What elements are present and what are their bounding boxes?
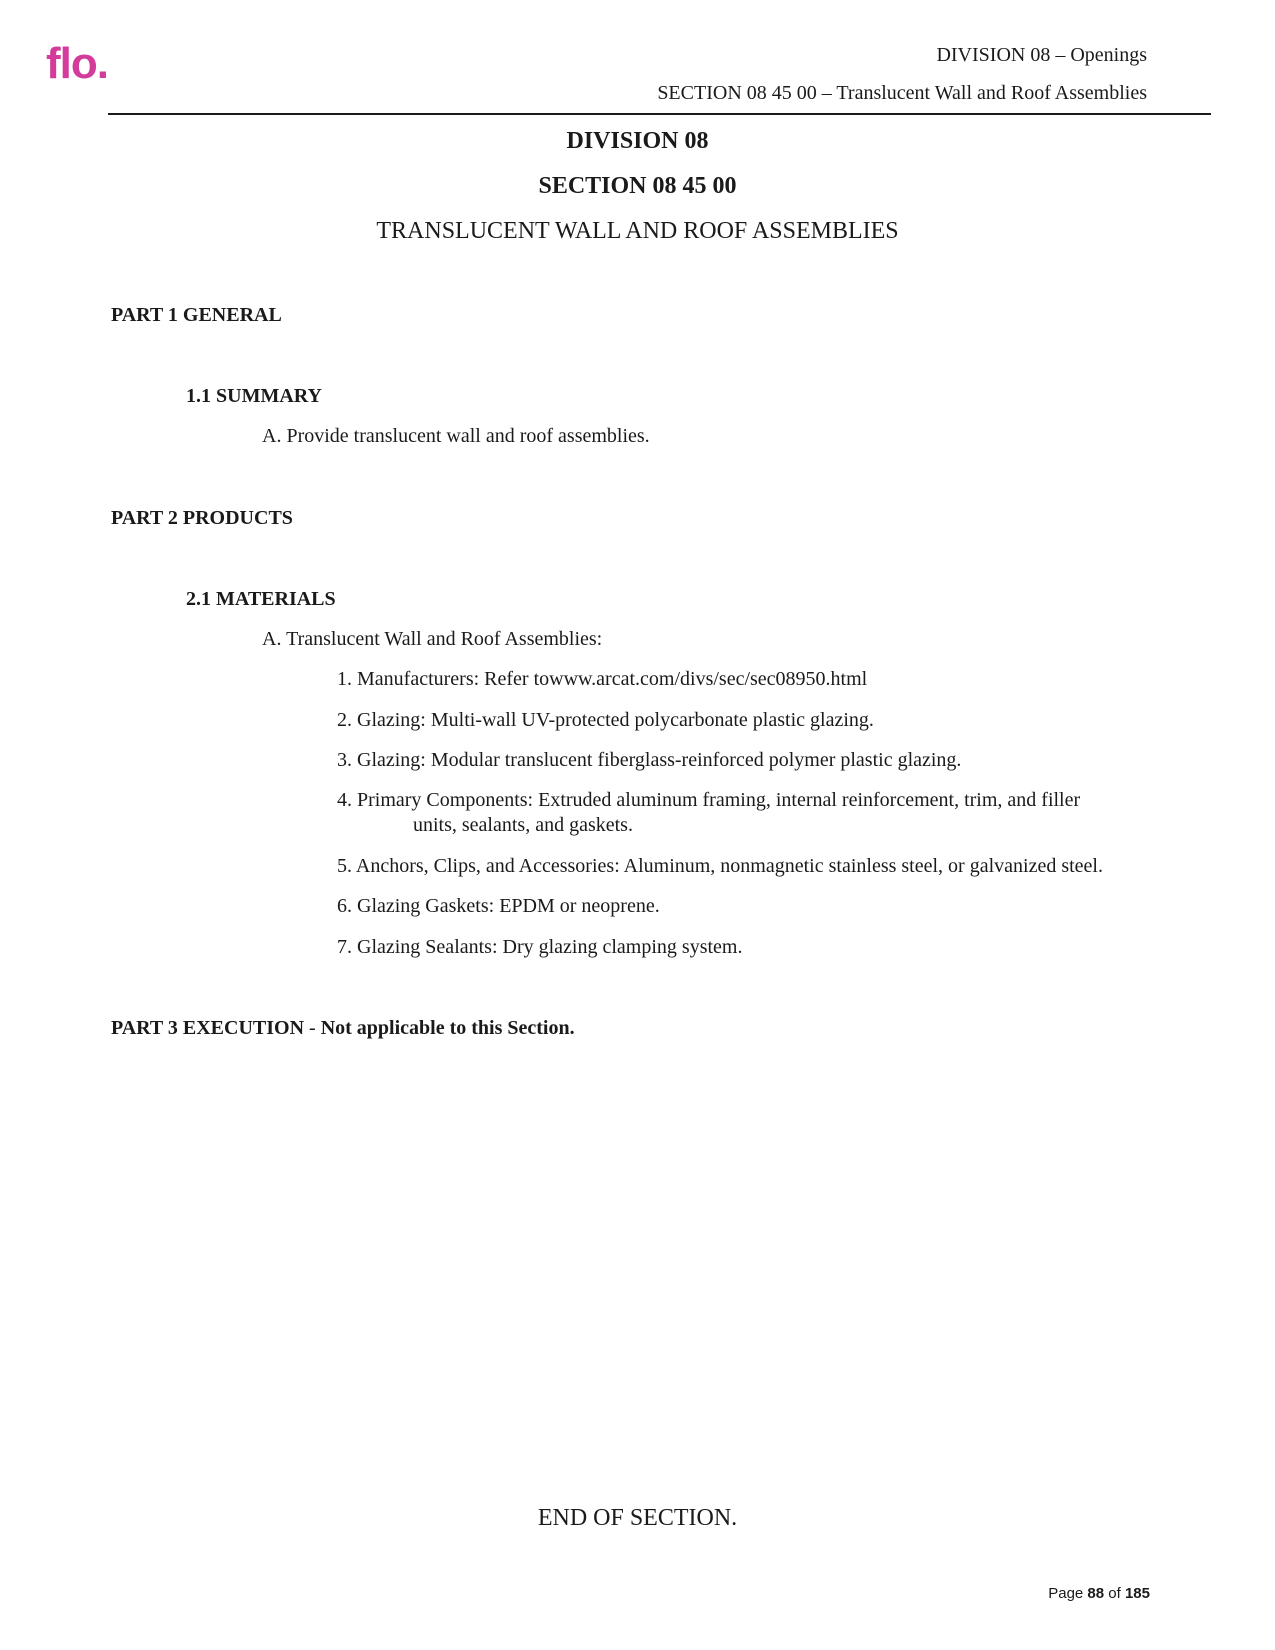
part3-line	[111, 1017, 575, 1040]
title-division: DIVISION 08	[566, 128, 709, 154]
header-division: DIVISION 08 – Openings	[936, 44, 1147, 66]
flo-logo	[46, 40, 146, 86]
title-name: TRANSLUCENT WALL AND ROOF ASSEMBLIES	[376, 218, 899, 244]
list-item: 4. Primary Components: Extruded aluminum framing, internal reinforcement, trim, and filler	[337, 789, 1081, 811]
part2-para-a: A. Translucent Wall and Roof Assemblies:	[262, 628, 603, 650]
part1-para-a: A. Provide translucent wall and roof assemblies.	[262, 425, 650, 447]
header-section: SECTION 08 45 00 – Translucent Wall and Roof Assemblies	[657, 82, 1147, 104]
header-rule	[108, 113, 1211, 115]
part2-subheading: 2.1 MATERIALS	[186, 588, 336, 610]
end-of-section: END OF SECTION.	[537, 1505, 738, 1531]
title-section: SECTION 08 45 00	[538, 173, 737, 199]
list-item: 6. Glazing Gaskets: EPDM or neoprene.	[337, 895, 660, 917]
part3-heading: PART 3 EXECUTION	[111, 1017, 305, 1039]
page-middle: of	[1104, 1585, 1125, 1602]
page-prefix: Page	[1048, 1585, 1088, 1602]
list-item: 7. Glazing Sealants: Dry glazing clamping system.	[337, 936, 743, 958]
list-item: 2. Glazing: Multi-wall UV-protected polycarbonate plastic glazing.	[337, 709, 874, 731]
part1-heading: PART 1 GENERAL	[111, 304, 282, 326]
page-total: 185	[1124, 1585, 1150, 1602]
list-item: 1. Manufacturers: Refer towww.arcat.com/divs/sec/sec08950.html	[337, 668, 868, 690]
page-current: 88	[1087, 1585, 1105, 1602]
list-item: 3. Glazing: Modular translucent fiberglass-reinforced polymer plastic glazing.	[337, 749, 962, 771]
part2-heading: PART 2 PRODUCTS	[111, 507, 293, 529]
part3-note: Not applicable to this Section.	[320, 1017, 575, 1039]
part3-separator: -	[304, 1017, 321, 1039]
list-item: 5. Anchors, Clips, and Accessories: Aluminum, nonmagnetic stainless steel, or galvanized steel.	[337, 855, 1103, 877]
logo-text: flo.	[46, 40, 108, 86]
part1-subheading: 1.1 SUMMARY	[186, 385, 322, 407]
list-item-continuation: units, sealants, and gaskets.	[413, 814, 633, 836]
page-number	[1048, 1585, 1150, 1602]
